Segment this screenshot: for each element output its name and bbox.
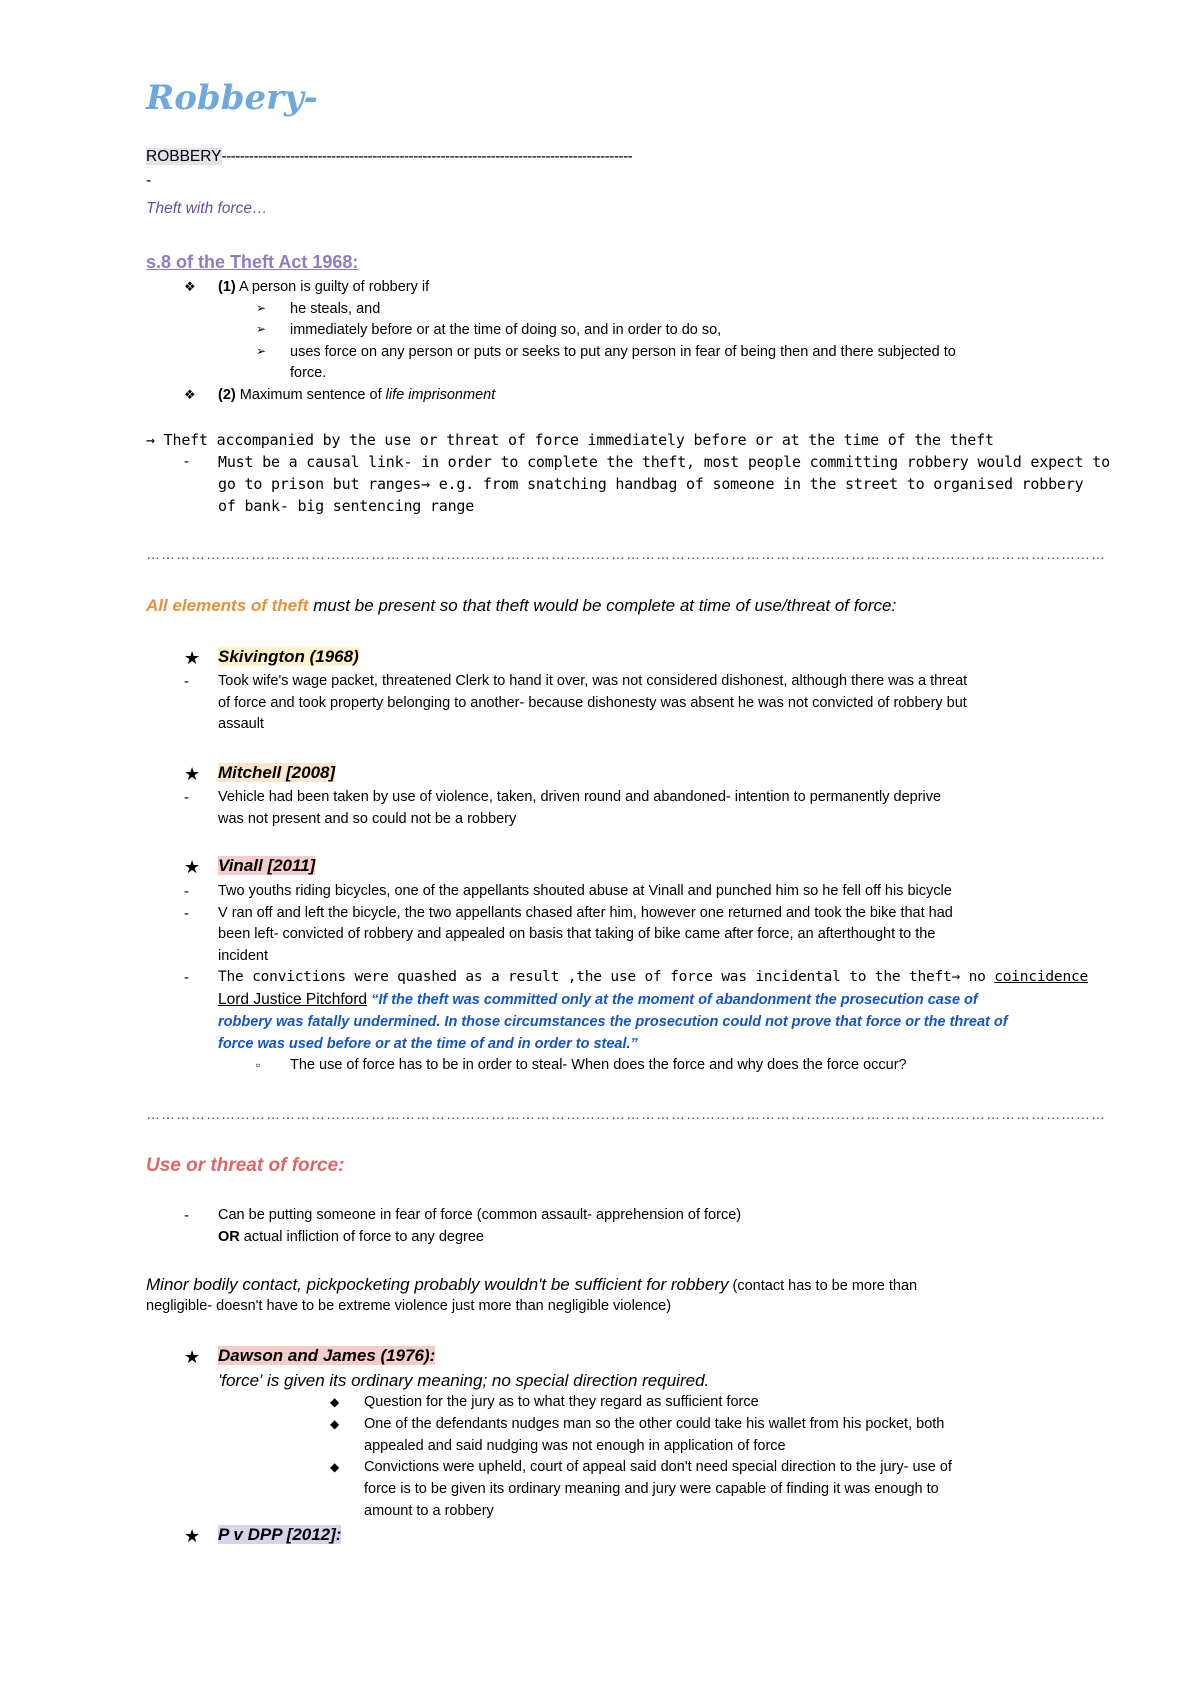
dash-bullet-icon: - [184, 789, 189, 806]
dash-bullet-icon: - [184, 969, 189, 986]
dotted-divider: ………………………………………………………………………………………………………………………………………………………………………… [146, 1106, 1106, 1122]
arrowhead-bullet-icon: ➢ [256, 344, 267, 358]
dash-bullet-icon: - [184, 1207, 189, 1224]
case-mitchell-name: Mitchell [2008] [218, 763, 336, 782]
robbery-label: ROBBERY [146, 148, 222, 165]
star-bullet-icon: ★ [184, 764, 201, 784]
force-dash-2 [218, 1229, 484, 1245]
header-rule: ------------------------------------------------------------------------------------------ [221, 148, 633, 165]
s2-text: Maximum sentence of [235, 387, 386, 403]
summary-line-1: Must be a causal link- in order to complete the theft, most people committing robbery would expect to [218, 453, 1110, 471]
dawson-point-1: Question for the jury as to what they regard as sufficient force [364, 1394, 759, 1410]
dash-bullet-icon: - [184, 905, 189, 922]
star-bullet-icon: ★ [184, 648, 201, 668]
star-bullet-icon: ★ [184, 1347, 201, 1367]
diamond-bullet-icon: ◆ [330, 1417, 340, 1431]
page-title: Robbery- [146, 78, 318, 118]
vinall-line-1: Two youths riding bicycles, one of the appellants shouted abuse at Vinall and punched him so he fell off his bicycle [218, 883, 952, 899]
summary-line-3: of bank- big sentencing range [218, 497, 475, 515]
vinall-line-2c: incident [218, 948, 268, 964]
vinall-line-2b: been left- convicted of robbery and appealed on basis that taking of bike came after force, an afterthought to the [218, 926, 936, 942]
subtitle: Theft with force… [146, 200, 268, 217]
dawson-point-2b: appealed and said nudging was not enough in application of force [364, 1438, 786, 1454]
statute-sub-2: immediately before or at the time of doing so, and in order to do so, [290, 322, 722, 338]
judge-name: Lord Justice Pitchford [218, 991, 368, 1008]
mitchell-line-1: Vehicle had been taken by use of violence, taken, driven round and abandoned- intention to permanently deprive [218, 789, 942, 805]
header-rule-tail: - [146, 172, 152, 189]
statute-s1 [218, 279, 429, 295]
dawson-point-3c: amount to a robbery [364, 1503, 494, 1519]
minor-rest: (contact has to be more than [728, 1278, 918, 1294]
vinall-line-2a: V ran off and left the bicycle, the two appellants chased after him, however one returned and took the bike that had [218, 905, 953, 921]
elements-lead-rest: must be present so that theft would be complete at time of use/threat of force: [308, 596, 897, 615]
elements-lead [146, 596, 896, 616]
s1-number: (1) [218, 279, 236, 295]
vinall-line-3-text: The convictions were quashed as a result ,the use of force was incidental to the theft→ no [218, 969, 995, 985]
quote-line-2: robbery was fatally undermined. In those circumstances the prosecution could not prove that force or the threat of [218, 1014, 1008, 1030]
dawson-point-3b: force is to be given its ordinary meaning and jury were capable of finding it was enough to [364, 1481, 939, 1497]
statute-sub-3-cont: force. [290, 365, 327, 381]
quote-line-1: “If the theft was committed only at the moment of abandonment the prosecution case of [367, 992, 978, 1008]
s1-text: A person is guilty of robbery if [235, 279, 430, 295]
statute-s2 [218, 387, 495, 403]
dotted-divider: ………………………………………………………………………………………………………………………………………………………………………… [146, 546, 1106, 562]
star-bullet-icon: ★ [184, 1526, 201, 1546]
case-mitchell [218, 763, 335, 783]
skivington-line-3: assault [218, 716, 264, 732]
s2-italic: life imprisonment [385, 387, 496, 403]
case-skivington-name: Skivington (1968) [218, 647, 359, 666]
dawson-sub: 'force' is given its ordinary meaning; no special direction required. [218, 1371, 710, 1390]
case-p-v-dpp [218, 1525, 341, 1545]
summary-line-2: go to prison but ranges→ e.g. from snatching handbag of someone in the street to organised robbery [218, 475, 1084, 493]
arrowhead-bullet-icon: ➢ [256, 301, 267, 315]
case-vinall [218, 856, 315, 876]
dawson-point-3a: Convictions were upheld, court of appeal said don't need special direction to the jury- use of [364, 1459, 952, 1475]
force-dash-1: Can be putting someone in fear of force (common assault- apprehension of force) [218, 1207, 742, 1223]
case-dawson [218, 1346, 435, 1366]
star-bullet-icon: ★ [184, 857, 201, 877]
or-label: OR [218, 1229, 240, 1245]
statute-sub-1: he steals, and [290, 301, 381, 317]
vinall-line-3 [218, 969, 1088, 985]
skivington-line-1: Took wife's wage packet, threatened Clerk to hand it over, was not considered dishonest, although there was a threat [218, 673, 968, 689]
vinall-coincidence: coincidence [994, 969, 1089, 985]
case-dawson-name: Dawson and James (1976): [218, 1346, 436, 1365]
vinall-judge-line [218, 991, 978, 1009]
diamond-bullet-icon: ❖ [184, 279, 196, 294]
diamond-bullet-icon: ❖ [184, 387, 196, 402]
vinall-sub: The use of force has to be in order to steal- When does the force and why does the force occur? [290, 1057, 907, 1073]
case-skivington [218, 647, 359, 667]
elements-lead-highlight: All elements of theft [146, 596, 309, 615]
force-dash-2-text: actual infliction of force to any degree [239, 1229, 484, 1245]
quote-line-3: force was used before or at the time of and in order to steal.” [218, 1036, 638, 1052]
minor-italic: Minor bodily contact, pickpocketing probably wouldn't be sufficient for robbery [146, 1275, 729, 1294]
dash-bullet-icon: - [184, 453, 189, 470]
arrowhead-bullet-icon: ➢ [256, 322, 267, 336]
summary-arrow-line: → Theft accompanied by the use or threat of force immediately before or at the time of the theft [146, 431, 994, 449]
force-heading: Use or threat of force: [146, 1155, 345, 1176]
dash-bullet-icon: - [184, 673, 189, 690]
robbery-header [146, 148, 632, 166]
mitchell-line-2: was not present and so could not be a robbery [218, 811, 517, 827]
case-p-v-dpp-name: P v DPP [2012]: [218, 1525, 342, 1544]
s2-number: (2) [218, 387, 236, 403]
diamond-bullet-icon: ◆ [330, 1395, 340, 1409]
dash-bullet-icon: - [184, 883, 189, 900]
diamond-bullet-icon: ◆ [330, 1460, 340, 1474]
dawson-point-2a: One of the defendants nudges man so the other could take his wallet from his pocket, both [364, 1416, 945, 1432]
statute-heading: s.8 of the Theft Act 1968: [146, 252, 359, 272]
case-vinall-name: Vinall [2011] [218, 856, 316, 875]
open-square-bullet-icon: ▫ [256, 1058, 261, 1072]
minor-contact [146, 1275, 917, 1295]
statute-sub-3: uses force on any person or puts or seeks to put any person in fear of being then and there subjected to [290, 344, 956, 360]
minor-contact-line-2: negligible- doesn't have to be extreme violence just more than negligible violence) [146, 1298, 672, 1314]
skivington-line-2: of force and took property belonging to another- because dishonesty was absent he was not convicted of robbery but [218, 695, 967, 711]
